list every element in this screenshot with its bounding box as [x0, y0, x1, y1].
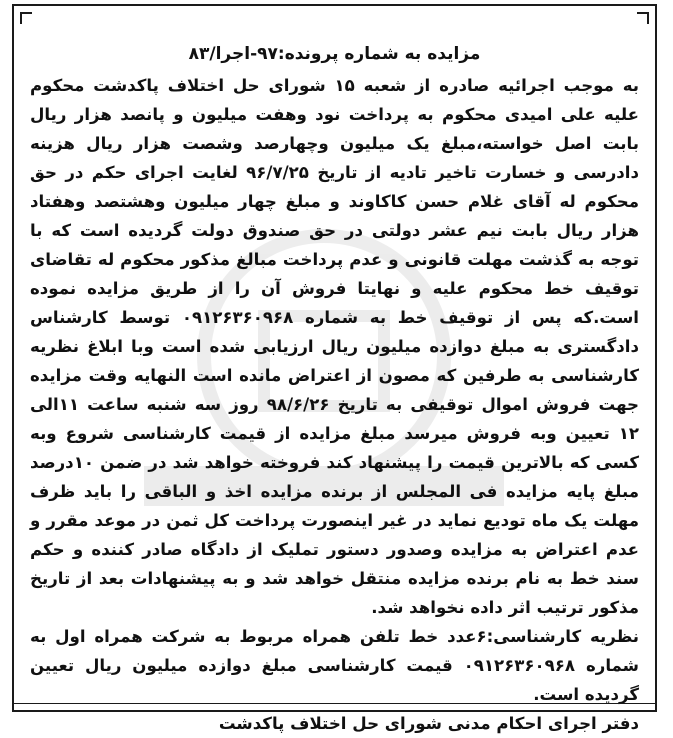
expert-opinion-paragraph: نظریه کارشناسی:۶عدد خط تلفن همراه مربوط به شرکت همراه اول به شماره ۰۹۱۲۶۳۶۰۹۶۸ قیمت کارشناسی مبلغ دوازده میلیون ریال تعیین گردیده است.	[30, 627, 639, 704]
notice-frame	[12, 4, 657, 733]
issuing-office-signature: دفتر اجرای احکام مدنی شورای حل اختلاف پاکدشت	[218, 714, 639, 733]
notice-body-paragraph: به موجب اجرائیه صادره از شعبه ۱۵ شورای حل اختلاف پاکدشت محکوم علیه علی امیدی محکوم به پرداخت نود وهفت میلیون و پانصد هزار ریال بابت اصل خواسته،مبلغ یک میلیون وچهارصد وشصت هزار ریال هزینه دادرسی و خسارت تاخیر تادیه از تاریخ ۹۶/۷/۲۵ لغایت اجرای حکم در حق محکوم له آقای غلام حسن کاکاوند و مبلغ چهار میلیون وهشتصد وهفتاد هزار ریال بابت نیم عشر دولتی در حق صندوق دولت گردیده است که با توجه به گذشت مهلت قانونی و عدم پرداخت مبالغ مذکور محکوم له تقاضای توقیف خط محکوم علیه و نهایتا فروش آن را از طریق مزایده نموده است.که پس از توقیف خط به شماره ۰۹۱۲۶۳۶۰۹۶۸ توسط کارشناس دادگستری به مبلغ دوازده میلیون ریال ارزیابی شده است وبا ابلاغ نظریه کارشناسی به طرفین که مصون از اعتراض مانده است النهایه وقت مزایده جهت فروش اموال توقیفی به تاریخ ۹۸/۶/۲۶ روز سه شنبه ساعت ۱۱الی ۱۲ تعیین وبه فروش میرسد مبلغ مزایده از قیمت کارشناسی شروع وبه کسی که بالاترین قیمت را پیشنهاد کند فروخته خواهد شد در ضمن ۱۰درصد مبلغ پایه مزایده فی المجلس از برنده مزایده اخذ و الباقی را باید ظرف مهلت یک ماه تودیع نماید در غیر اینصورت پرداخت کل ثمن در موعد مقرر و عدم اعتراض به مزایده وصدور دستور تملیک از دادگاه صادر کننده و حکم سند خط به نام برنده مزایده منتقل خواهد شد و به پیشنهادات بعد از تاریخ مذکور ترتیب اثر داده نخواهد شد.	[30, 76, 639, 617]
notice-title: مزایده به شماره پرونده:۹۷-اجرا/۸۳	[188, 44, 481, 64]
bottom-rule	[14, 703, 655, 710]
notice-document	[14, 6, 655, 738]
